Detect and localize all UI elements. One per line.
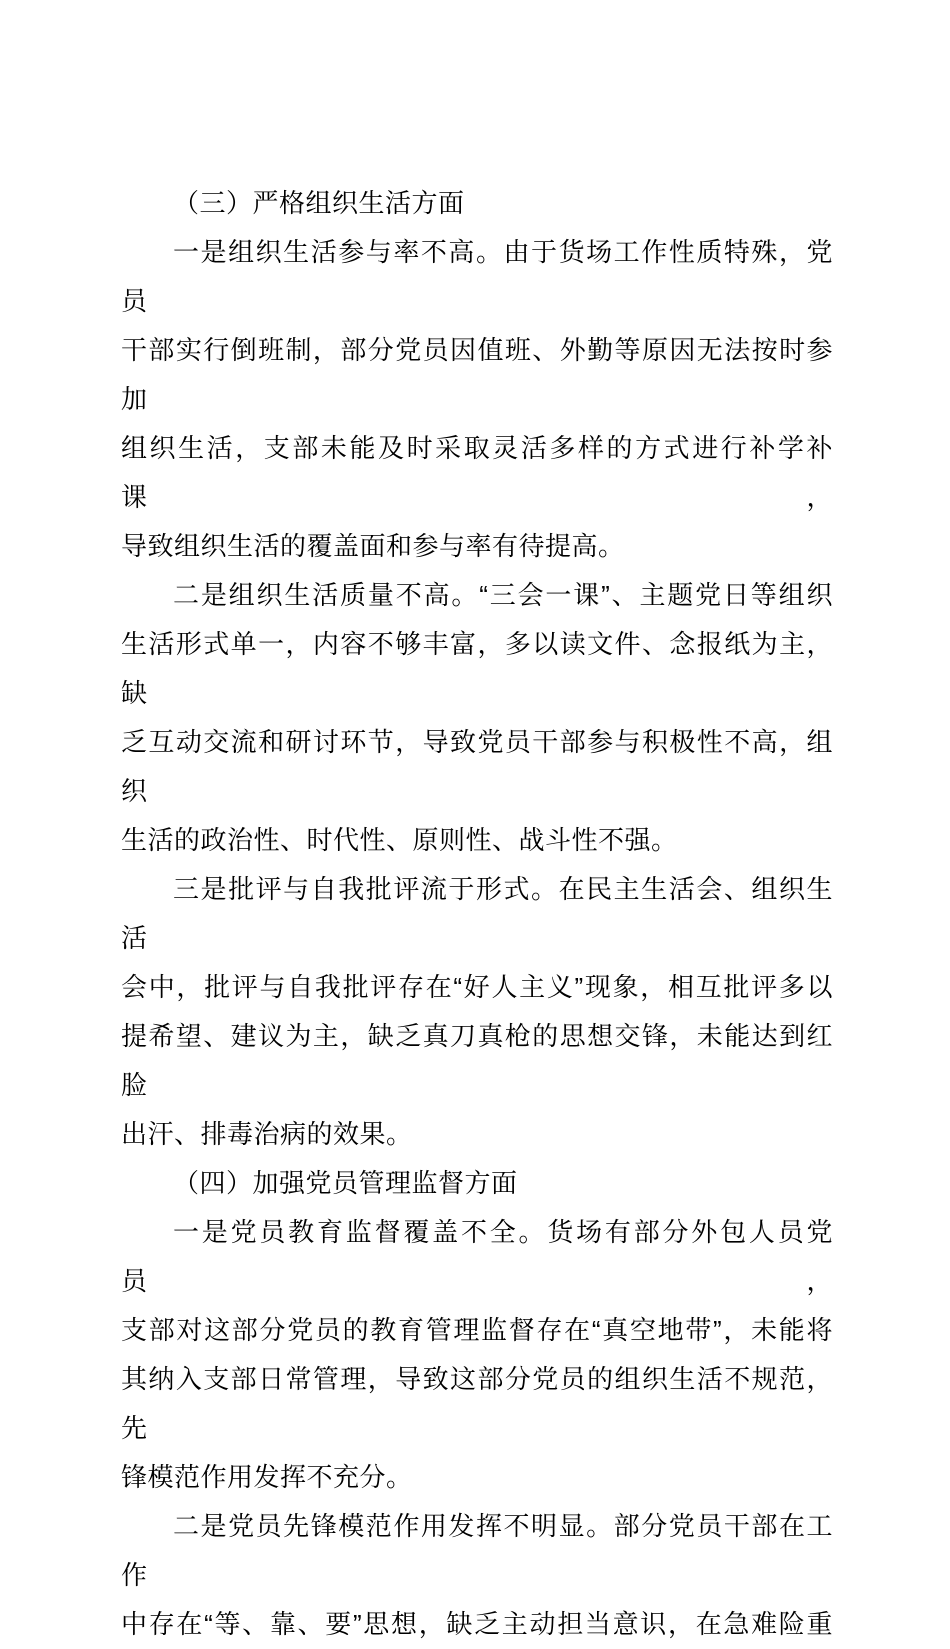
doc-line: 其纳入支部日常管理，导致这部分党员的组织生活不规范，先 [121,1364,833,1443]
body-paragraph [121,1502,833,1649]
doc-line: 干部实行倒班制，部分党员因值班、外勤等原因无法按时参加 [121,335,833,414]
doc-line: 三是批评与自我批评流于形式。在民主生活会、组织生活 [121,874,833,953]
doc-line: 二是党员先锋模范作用发挥不明显。部分党员干部在工作 [121,1511,833,1590]
doc-line: 一是组织生活参与率不高。由于货场工作性质特殊，党员 [121,237,833,316]
doc-line: 生活的政治性、时代性、原则性、战斗性不强。 [121,825,678,855]
section-heading [121,1159,833,1208]
doc-line: 导致组织生活的覆盖面和参与率有待提高。 [121,531,625,561]
doc-line: 支部对这部分党员的教育管理监督存在“真空地带”，未能将 [121,1315,833,1345]
body-paragraph [121,571,833,865]
doc-line: 中存在“等、靠、要”思想，缺乏主动担当意识，在急难险重 [121,1609,833,1639]
body-paragraph [121,865,833,1159]
doc-line: 生活形式单一，内容不够丰富，多以读文件、念报纸为主，缺 [121,629,833,708]
heading-line: （四）加强党员管理监督方面 [173,1168,518,1198]
doc-line: 组织生活，支部未能及时采取灵活多样的方式进行补学补课， [121,433,833,512]
body-paragraph [121,1208,833,1502]
body-paragraph [121,228,833,571]
doc-line: 乏互动交流和研讨环节，导致党员干部参与积极性不高，组织 [121,727,833,806]
doc-line: 二是组织生活质量不高。“三会一课”、主题党日等组织 [173,580,833,610]
doc-line: 一是党员教育监督覆盖不全。货场有部分外包人员党员， [121,1217,833,1296]
doc-line: 会中，批评与自我批评存在“好人主义”现象，相互批评多以 [121,972,833,1002]
doc-line: 提希望、建议为主，缺乏真刀真枪的思想交锋，未能达到红脸 [121,1021,833,1100]
section-heading [121,179,833,228]
doc-line: 锋模范作用发挥不充分。 [121,1462,413,1492]
heading-line: （三）严格组织生活方面 [173,188,465,218]
doc-line: 出汗、排毒治病的效果。 [121,1119,413,1149]
